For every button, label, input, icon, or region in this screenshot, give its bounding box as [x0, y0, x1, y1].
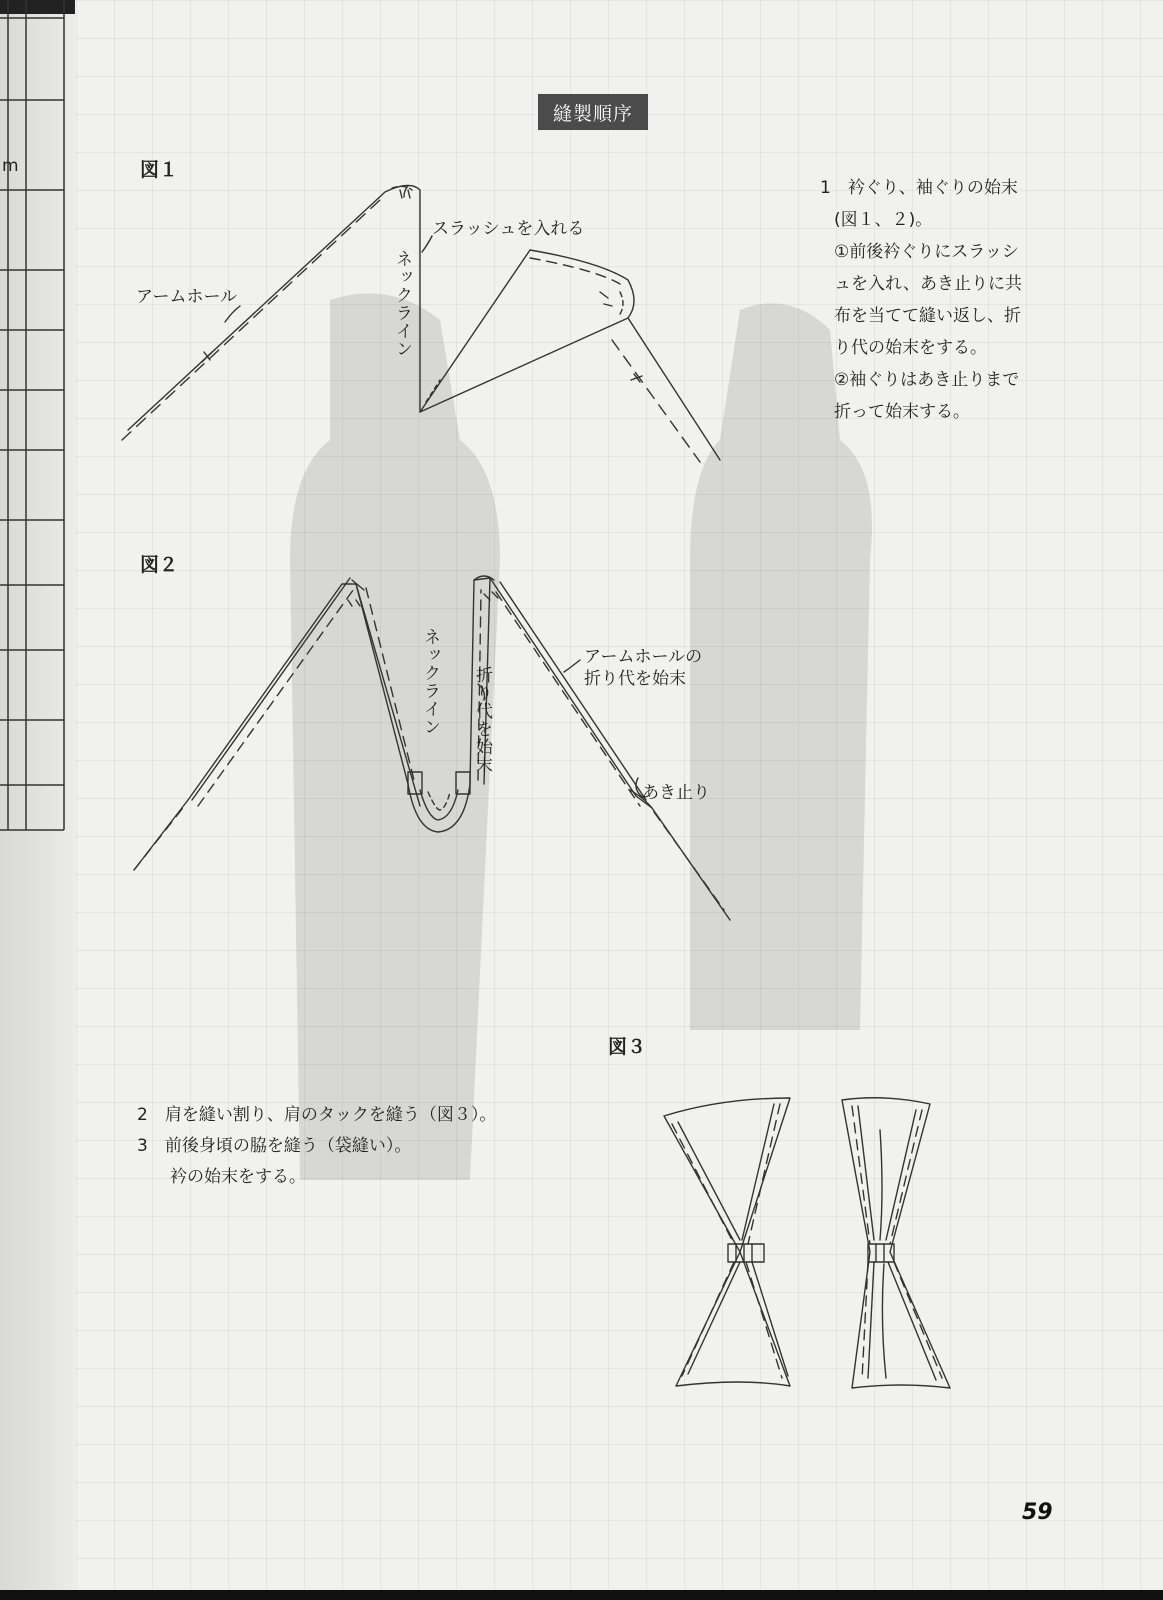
step-1-line: ②袖ぐりはあき止りまで — [834, 370, 1020, 390]
step-1-line: り代の始末をする。 — [834, 338, 987, 358]
step-3-text: 3 前後身頃の脇を縫う（袋縫い）。 — [137, 1136, 412, 1156]
armhole-finish-label — [584, 646, 702, 690]
figure-3-label: 図３ — [608, 1036, 647, 1058]
ruler-mark: m — [2, 156, 19, 176]
neckline-label-fig1: ネックライン — [392, 250, 412, 358]
opening-stop-label: あき止り — [642, 783, 710, 803]
step-1-line: 折って始末する。 — [834, 402, 970, 422]
slash-label: スラッシュを入れる — [432, 219, 585, 239]
step-1-line: 1 衿ぐり、袖ぐりの始末 — [820, 178, 1018, 198]
steps-2-3-instructions — [137, 1100, 496, 1193]
figure-3-drawing — [664, 1098, 950, 1388]
step-1-line: (図１、２)。 — [834, 210, 933, 230]
step-1-line: ①前後衿ぐりにスラッシ — [834, 242, 1019, 262]
bottom-edge — [0, 1590, 1163, 1600]
section-title: 縫製順序 — [538, 94, 648, 130]
figure-1-drawing — [122, 185, 720, 462]
neckline-label-fig2: ネックライン — [420, 628, 440, 736]
finish-allowance-label: 折り代を始末 — [472, 666, 492, 774]
figure-1-label: 図１ — [140, 159, 179, 181]
step-1-line: 布を当てて縫い返し、折 — [834, 306, 1021, 326]
armhole-label: アームホール — [136, 287, 238, 307]
step-3-continuation: 衿の始末をする。 — [170, 1167, 306, 1187]
armhole-finish-line-1: アームホールの — [584, 647, 703, 667]
page-number: 59 — [1022, 1500, 1053, 1525]
step-2-text: 2 肩を縫い割り、肩のタックを縫う（図３）。 — [137, 1105, 497, 1125]
armhole-finish-line-2: 折り代を始末 — [584, 669, 686, 689]
step-1-line: ュを入れ、あき止りに共 — [834, 274, 1023, 294]
figure-2-label: 図２ — [140, 554, 179, 576]
step-1-instructions — [820, 172, 1050, 428]
